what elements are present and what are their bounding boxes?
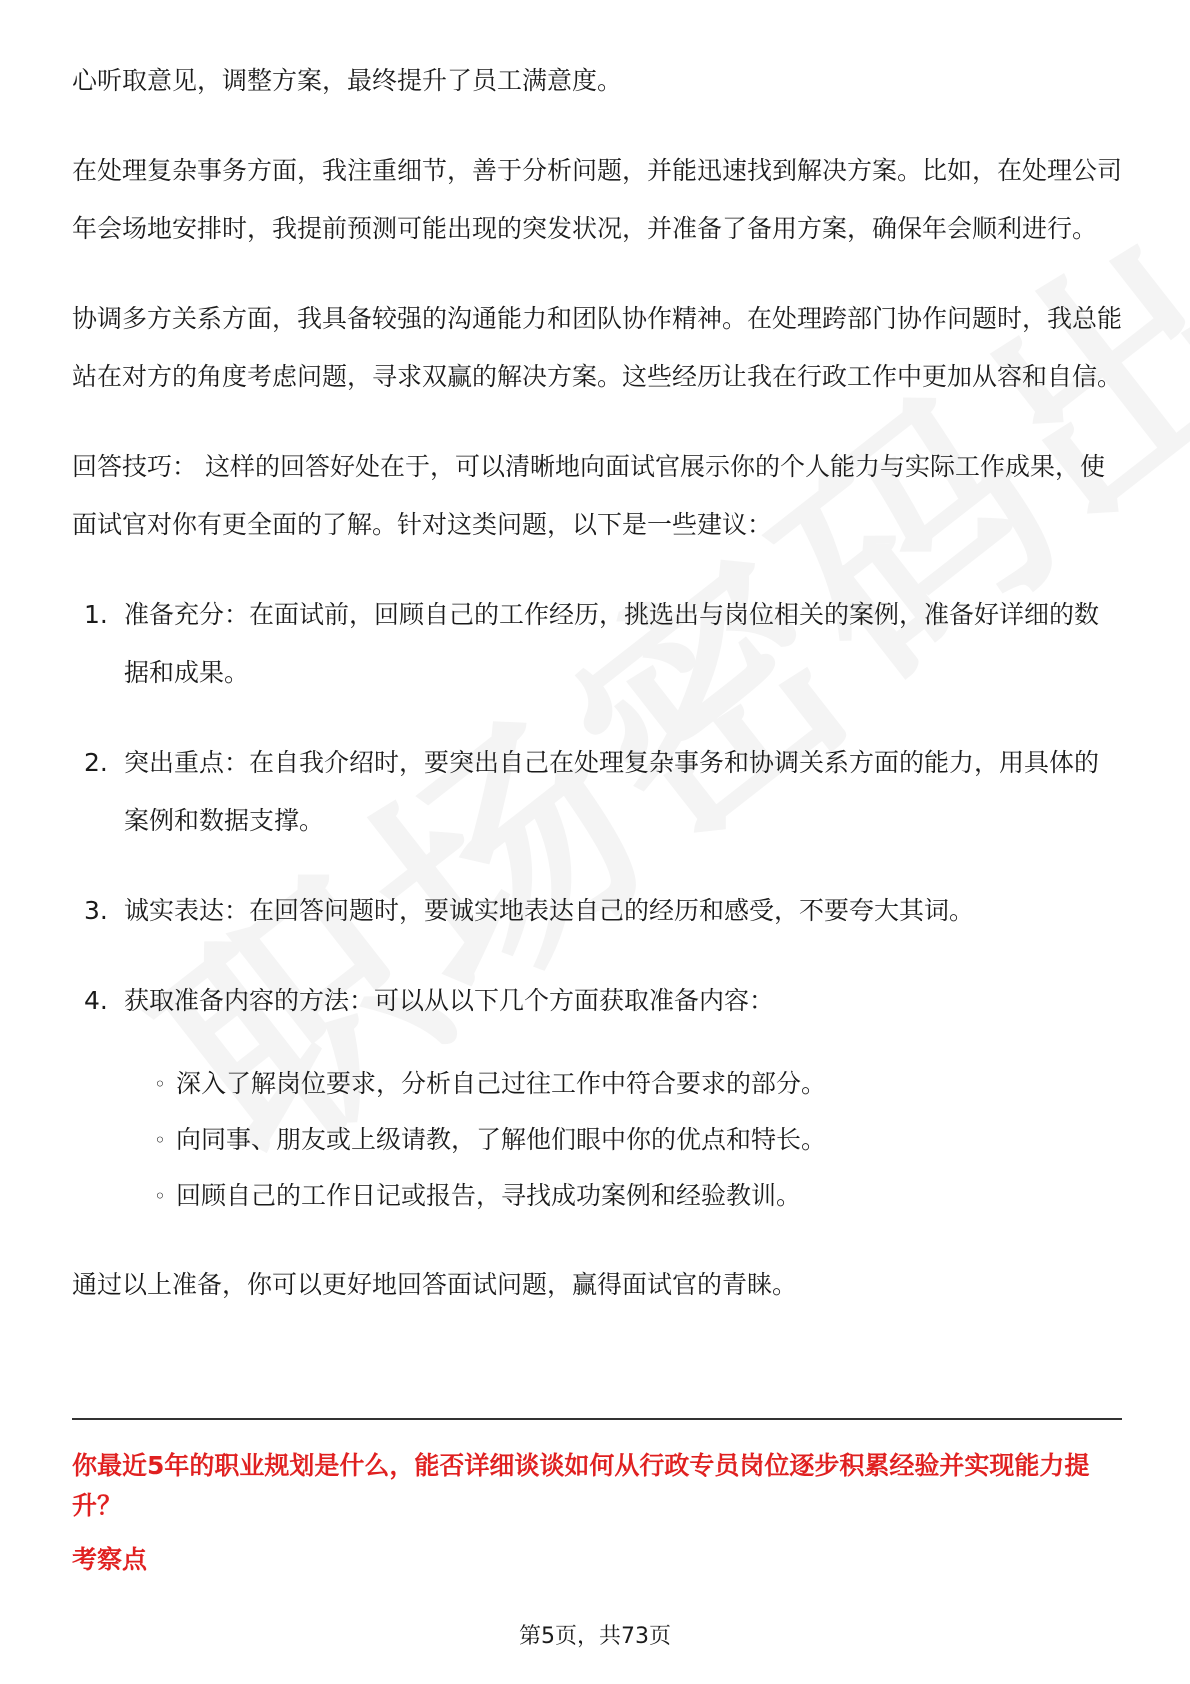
section-divider (72, 1418, 1122, 1420)
closing-paragraph: 通过以上准备，你可以更好地回答面试问题，赢得面试官的青睐。 (72, 1270, 798, 1299)
tip-item (72, 882, 1122, 940)
sub-item (124, 1168, 1122, 1224)
tip-number: 4. (84, 986, 108, 1015)
sub-list (124, 1056, 1122, 1224)
sub-item-text: 回顾自己的工作日记或报告，寻找成功案例和经验教训。 (176, 1181, 802, 1210)
sub-item-text: 深入了解岗位要求，分析自己过往工作中符合要求的部分。 (176, 1069, 827, 1098)
tips-list (72, 586, 1122, 1224)
tip-item (72, 972, 1122, 1224)
tip-text: 诚实表达：在回答问题时，要诚实地表达自己的经历和感受，不要夸大其词。 (124, 896, 975, 925)
paragraph-complex-affairs: 在处理复杂事务方面，我注重细节，善于分析问题，并能迅速找到解决方案。比如，在处理公司年会场地安排时，我提前预测可能出现的突发状况，并准备了备用方案，确保年会顺利进行。 (72, 156, 1123, 243)
page-footer: 第5页，共73页 (519, 1624, 671, 1649)
tip-text: 准备充分：在面试前，回顾自己的工作经历，挑选出与岗位相关的案例，准备好详细的数据和成果。 (124, 600, 1100, 687)
tip-text: 突出重点：在自我介绍时，要突出自己在处理复杂事务和协调关系方面的能力，用具体的案例和数据支撑。 (124, 748, 1100, 835)
paragraph-coordination: 协调多方关系方面，我具备较强的沟通能力和团队协作精神。在处理跨部门协作问题时，我总能站在对方的角度考虑问题，寻求双赢的解决方案。这些经历让我在行政工作中更加从容和自信。 (72, 304, 1123, 391)
tip-item (72, 734, 1122, 850)
sub-item-text: 向同事、朋友或上级请教，了解他们眼中你的优点和特长。 (176, 1125, 827, 1154)
paragraph-answer-tips: 回答技巧： 这样的回答好处在于，可以清晰地向面试官展示你的个人能力与实际工作成果，使面试官对你有更全面的了解。针对这类问题，以下是一些建议： (72, 452, 1105, 539)
tip-number: 1. (84, 600, 108, 629)
bullet-icon: ◦ (154, 1072, 166, 1096)
sub-item (124, 1112, 1122, 1168)
question-heading: 你最近5年的职业规划是什么，能否详细谈谈如何从行政专员岗位逐步积累经验并实现能力提升？ (72, 1451, 1090, 1520)
bullet-icon: ◦ (154, 1128, 166, 1152)
tip-number: 3. (84, 896, 108, 925)
tip-text: 获取准备内容的方法：可以从以下几个方面获取准备内容： (124, 986, 775, 1015)
sub-item (124, 1056, 1122, 1112)
page-content (72, 52, 1122, 1346)
section-label: 考察点 (72, 1545, 148, 1574)
bullet-icon: ◦ (154, 1184, 166, 1208)
tip-number: 2. (84, 748, 108, 777)
tip-item (72, 586, 1122, 702)
paragraph-continuation: 心听取意见，调整方案，最终提升了员工满意度。 (72, 66, 623, 95)
